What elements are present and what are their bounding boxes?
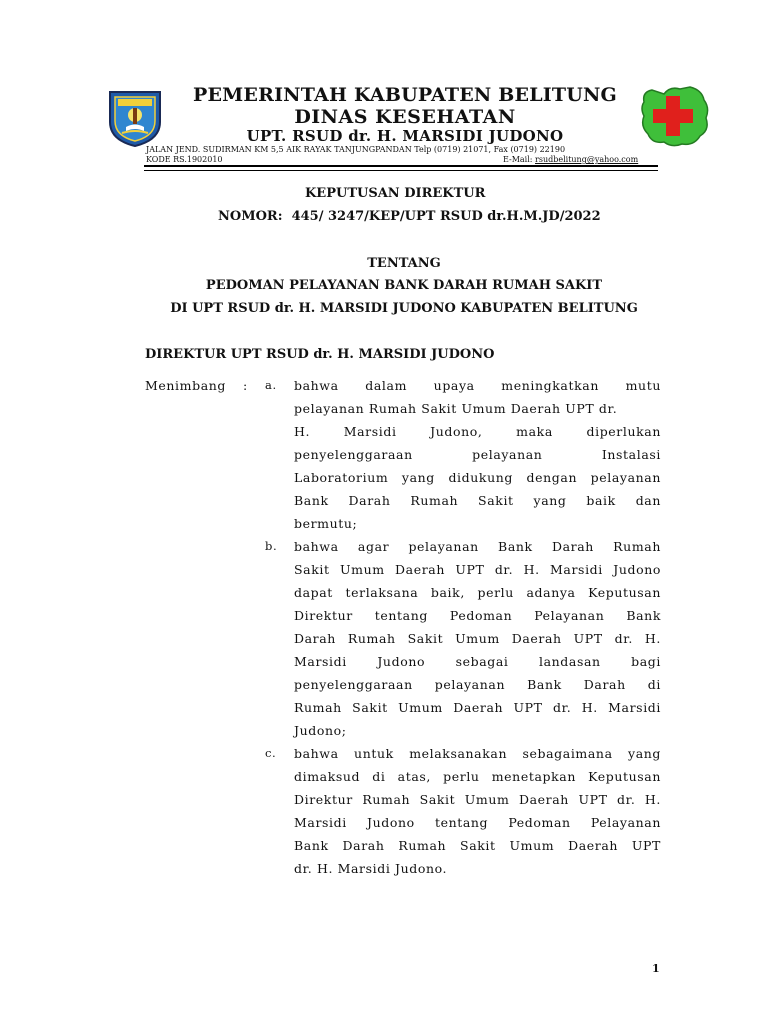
- item-line: Direktur Rumah Sakit Umum Daerah UPT dr. H.: [294, 792, 661, 807]
- item-line: Rumah Sakit Umum Daerah UPT dr. H. Marsidi: [294, 700, 661, 715]
- item-line: bahwa agar pelayanan Bank Darah Rumah: [294, 539, 661, 554]
- item-line: pelayanan Rumah Sakit Umum Daerah UPT dr.: [294, 401, 618, 416]
- item-line: dapat terlaksana baik, perlu adanya Keputusan: [294, 585, 661, 600]
- item-a-marker: a.: [265, 378, 277, 392]
- item-line: Sakit Umum Daerah UPT dr. H. Marsidi Judono: [294, 562, 661, 577]
- item-line: Bank Darah Rumah Sakit yang baik dan: [294, 493, 661, 508]
- email-label: E-Mail:: [503, 155, 533, 164]
- item-line: Bank Darah Rumah Sakit Umum Daerah UPT: [294, 838, 661, 853]
- email-link[interactable]: rsudbelitung@yahoo.com: [535, 155, 639, 164]
- hospital-unit-name: UPT. RSUD dr. H. MARSIDI JUDONO: [246, 127, 564, 145]
- email-block: [503, 155, 638, 164]
- office-name: DINAS KESEHATAN: [294, 106, 516, 128]
- item-line: penyelenggaraan pelayanan Instalasi: [294, 447, 661, 462]
- letterhead-thick-rule: [144, 165, 658, 167]
- considering-colon: :: [243, 378, 248, 393]
- government-name: PEMERINTAH KABUPATEN BELITUNG: [193, 84, 617, 106]
- decree-about: TENTANG: [367, 256, 441, 271]
- item-line: Marsidi Judono tentang Pedoman Pelayanan: [294, 815, 661, 830]
- considering-label: Menimbang: [145, 378, 227, 393]
- item-line: Marsidi Judono sebagai landasan bagi: [294, 654, 661, 669]
- item-line: Darah Rumah Sakit Umum Daerah UPT dr. H.: [294, 631, 661, 646]
- consideration-item-a: [294, 374, 661, 535]
- letterhead-thin-rule: [144, 170, 658, 171]
- item-line: Direktur tentang Pedoman Pelayanan Bank: [294, 608, 661, 623]
- hospital-code: KODE RS.1902010: [146, 155, 223, 164]
- item-line: penyelenggaraan pelayanan Bank Darah di: [294, 677, 661, 692]
- letterhead-code-email-row: [146, 155, 658, 164]
- item-line: dimaksud di atas, perlu menetapkan Keputusan: [294, 769, 661, 784]
- item-line: Laboratorium yang didukung dengan pelayanan: [294, 470, 661, 485]
- item-c-marker: c.: [265, 746, 277, 760]
- item-b-marker: b.: [265, 539, 278, 553]
- item-line: bermutu;: [294, 516, 358, 531]
- belitung-map-red-cross-logo: [638, 84, 712, 150]
- page-number: 1: [652, 962, 660, 975]
- decree-subject-line-1: PEDOMAN PELAYANAN BANK DARAH RUMAH SAKIT: [205, 278, 603, 293]
- decree-issuer: DIREKTUR UPT RSUD dr. H. MARSIDI JUDONO: [145, 347, 495, 362]
- item-line: Judono;: [294, 723, 347, 738]
- letterhead-address: JALAN JEND. SUDIRMAN KM 5,5 AIK RAYAK TANJUNGPANDAN Telp (0719) 21071, Fax (0719) 22190: [146, 145, 566, 154]
- decree-subject-line-2: DI UPT RSUD dr. H. MARSIDI JUDONO KABUPATEN BELITUNG: [170, 301, 638, 316]
- consideration-item-b: [294, 535, 661, 742]
- decree-number: NOMOR: 445/ 3247/KEP/UPT RSUD dr.H.M.JD/2022: [218, 209, 601, 224]
- decree-heading: KEPUTUSAN DIREKTUR: [305, 186, 486, 201]
- item-line: H. Marsidi Judono, maka diperlukan: [294, 424, 661, 439]
- item-line: dr. H. Marsidi Judono.: [294, 861, 448, 876]
- consideration-item-c: [294, 742, 661, 880]
- item-line: bahwa dalam upaya meningkatkan mutu: [294, 378, 661, 393]
- item-line: bahwa untuk melaksanakan sebagaimana yang: [294, 746, 661, 761]
